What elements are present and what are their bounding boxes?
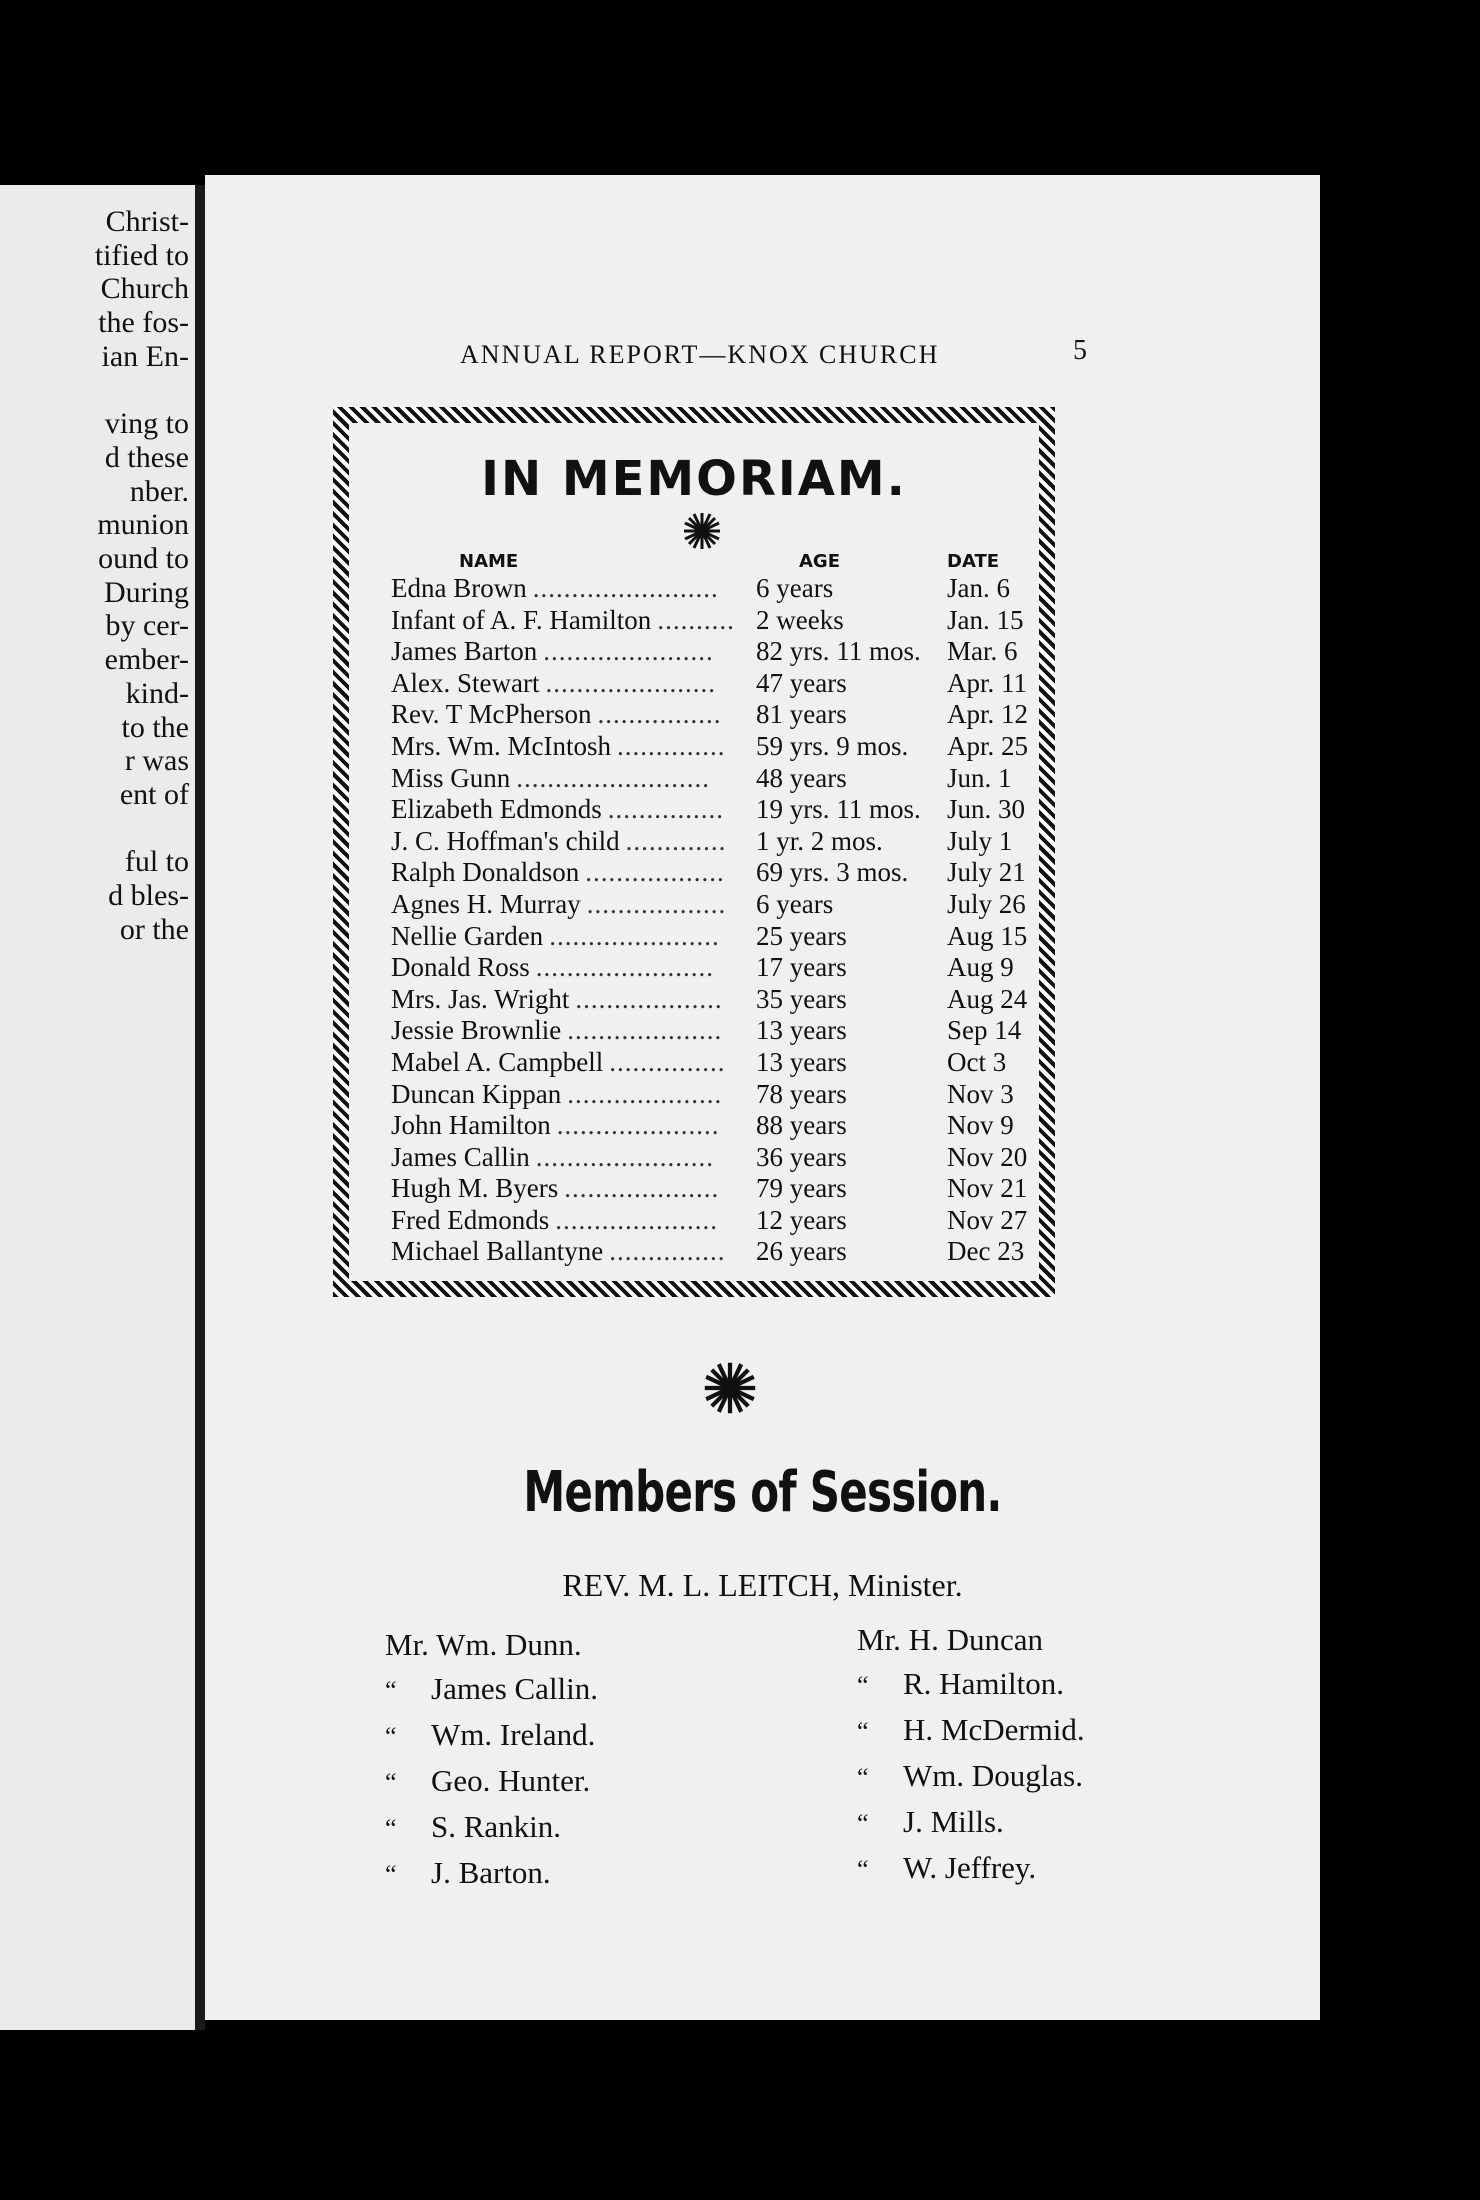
entry-date: Nov 9 [947,1110,1014,1141]
ditto-mark: “ [385,1722,397,1751]
leader-dots: .......... [657,604,735,635]
entry-name: Fred Edmonds [391,1204,550,1235]
left-page-text-fragment: r was [124,744,189,778]
entry-date: July 26 [947,888,1026,919]
entry-date: Jan. 6 [947,573,1010,603]
member-name: Wm. Ireland. [431,1717,596,1752]
leader-dots: .................... [567,1015,723,1046]
entry-age: 26 years [756,1236,847,1267]
leader-dots: ....................... [535,952,715,983]
left-page-text-fragment: munion [97,508,189,542]
entry-age: 79 years [756,1173,847,1204]
entry-name: J. C. Hoffman's child [391,825,620,856]
entry-name: Edna Brown [391,573,527,603]
memoriam-title: IN MEMORIAM. [481,451,907,507]
left-page-text-fragment: nber. [129,474,189,508]
entry-date: Nov 27 [947,1204,1028,1235]
session-member [385,1851,598,1897]
entry-name: Miss Gunn [391,762,511,793]
memoriam-entry [391,573,1041,605]
entry-age: 25 years [756,920,847,951]
entry-name: Duncan Kippan [391,1078,562,1109]
leader-dots: .................. [585,857,725,888]
entry-date: Aug 24 [947,983,1028,1014]
leader-dots: ......................... [516,762,711,793]
entry-age: 81 years [756,699,847,730]
session-member [385,1713,598,1759]
entry-name: Jessie Brownlie [391,1015,562,1046]
memoriam-entry [391,668,1041,700]
session-member [857,1754,1085,1800]
leader-dots: ............... [607,794,724,825]
left-page-text-fragment: Christ- [105,205,189,238]
leader-dots: .................... [567,1078,723,1109]
entry-age: 59 yrs. 9 mos. [756,730,909,761]
member-name: James Callin. [431,1671,599,1706]
leader-dots: ........................ [532,573,719,603]
column-header-age: AGE [799,551,841,572]
left-page-text-fragment: ound to [98,542,189,575]
session-members-left [385,1623,598,1897]
left-page-text-fragment: ving to [104,407,189,441]
session-member [385,1667,598,1713]
member-name: Wm. Douglas. [903,1758,1083,1793]
session-member [857,1846,1085,1892]
entry-age: 78 years [756,1078,847,1109]
entry-age: 12 years [756,1204,847,1235]
ditto-mark: “ [857,1855,869,1884]
left-page-text-fragment: or the [119,912,189,946]
member-name: R. Hamilton. [903,1666,1065,1701]
left-page-text-fragment: by cer- [105,609,189,643]
entry-age: 69 yrs. 3 mos. [756,857,909,888]
member-name: Mr. H. Duncan [857,1622,1043,1657]
session-title: Members of Session. [523,1460,1002,1525]
member-name: J. Barton. [431,1855,551,1890]
leader-dots: ...................... [543,636,714,667]
memoriam-list [391,573,1041,1268]
leader-dots: ..................... [556,1110,720,1141]
member-name: H. McDermid. [903,1712,1085,1747]
left-page-text-fragment: ent of [119,777,189,811]
entry-date: Jan. 15 [947,604,1024,635]
entry-name: Agnes H. Murray [391,888,581,919]
session-member [385,1759,598,1805]
leader-dots: .................. [586,888,727,919]
book-gutter [195,185,205,2030]
right-page [205,175,1320,2020]
leader-dots: ....................... [535,1141,714,1172]
entry-name: James Callin [391,1141,530,1172]
entry-age: 47 years [756,667,847,698]
entry-age: 6 years [756,573,834,603]
memoriam-entry [391,1205,1041,1237]
entry-date: Jun. 30 [947,794,1026,825]
memoriam-entry [391,605,1041,637]
memoriam-entry [391,731,1041,763]
leader-dots: ............... [609,1236,726,1267]
entry-name: Hugh M. Byers [391,1173,559,1204]
left-page-text-fragment: Church [100,272,189,306]
entry-date: Dec 23 [947,1236,1025,1267]
entry-age: 48 years [756,762,847,793]
entry-age: 1 yr. 2 mos. [756,825,883,856]
entry-name: Mrs. Jas. Wright [391,983,570,1014]
entry-name: Nellie Garden [391,920,544,951]
entry-age: 13 years [756,1046,847,1077]
memoriam-entry [391,636,1041,668]
leader-dots: ...................... [545,667,716,698]
entry-date: July 21 [947,857,1026,888]
ditto-mark: “ [857,1717,869,1746]
entry-date: Aug 15 [947,920,1028,951]
member-name: S. Rankin. [431,1809,562,1844]
entry-name: Elizabeth Edmonds [391,794,602,825]
entry-date: Sep 14 [947,1015,1022,1046]
memoriam-entry [391,1173,1041,1205]
asterisk-flower-icon [682,511,722,551]
entry-date: Apr. 12 [947,699,1028,730]
session-member [385,1805,598,1851]
left-page-text-fragment: kind- [125,676,189,710]
session-member [857,1708,1085,1754]
left-page-text-fragment: During [104,575,189,609]
session-members-right [857,1618,1085,1892]
entry-date: Nov 21 [947,1173,1028,1204]
entry-date: Oct 3 [947,1046,1007,1077]
memoriam-entry [391,952,1041,984]
left-page-text-fragment: ful to [124,845,189,879]
ditto-mark: “ [385,1860,397,1889]
minister-line: REV. M. L. LEITCH, Minister. [562,1567,963,1603]
entry-age: 2 weeks [756,604,844,635]
member-name: Geo. Hunter. [431,1763,591,1798]
left-page-text-fragment: tified to [94,238,189,272]
memoriam-entry [391,1047,1041,1079]
column-header-name: NAME [459,551,519,572]
memoriam-entry [391,826,1041,858]
entry-date: Mar. 6 [947,636,1018,667]
entry-name: Ralph Donaldson [391,857,580,888]
member-name: W. Jeffrey. [903,1850,1037,1885]
entry-age: 35 years [756,983,847,1014]
memoriam-entry [391,699,1041,731]
entry-name: James Barton [391,636,538,667]
entry-age: 82 yrs. 11 mos. [756,636,921,667]
leader-dots: ................ [597,699,722,730]
left-page-text-fragment: ian En- [101,339,189,373]
leader-dots: .............. [617,730,726,761]
left-page-text-fragment: ember- [104,643,189,677]
memoriam-entry [391,794,1041,826]
memoriam-entry [391,1142,1041,1174]
ditto-mark: “ [385,1768,397,1797]
entry-age: 36 years [756,1141,847,1172]
leader-dots: ............... [609,1046,726,1077]
running-header: ANNUAL REPORT—KNOX CHURCH [460,340,940,369]
memoriam-entry [391,889,1041,921]
entry-date: Jun. 1 [947,762,1012,793]
member-name: J. Mills. [903,1804,1004,1839]
memoriam-entry [391,984,1041,1016]
entry-name: Rev. T McPherson [391,699,592,730]
memoriam-entry [391,763,1041,795]
entry-name: Mabel A. Campbell [391,1046,604,1077]
entry-date: Nov 20 [947,1141,1028,1172]
session-member [857,1800,1085,1846]
memoriam-entry [391,1079,1041,1111]
column-header-date: DATE [947,551,1000,572]
leader-dots: ................... [575,983,723,1014]
entry-age: 13 years [756,1015,847,1046]
entry-date: Nov 3 [947,1078,1014,1109]
memoriam-entry [391,1236,1041,1268]
in-memoriam-box [333,407,1055,1297]
memoriam-entry [391,857,1041,889]
memoriam-entry [391,1110,1041,1142]
entry-name: Infant of A. F. Hamilton [391,604,652,635]
ditto-mark: “ [857,1763,869,1792]
left-page-text-fragment: d these [104,440,189,474]
left-page-text-fragment: d bles- [108,879,189,912]
entry-name: Michael Ballantyne [391,1236,604,1267]
entry-date: Aug 9 [947,952,1014,983]
left-page-fragment [0,185,195,2030]
asterisk-flower-icon [702,1360,758,1416]
session-member [385,1623,598,1667]
leader-dots: ...................... [549,920,720,951]
left-page-text-fragment: the fos- [98,306,189,340]
left-page-text-fragment: to the [121,710,189,744]
entry-age: 88 years [756,1110,847,1141]
entry-name: Donald Ross [391,952,530,983]
entry-name: Mrs. Wm. McIntosh [391,730,611,761]
ditto-mark: “ [385,1814,397,1843]
entry-date: Apr. 25 [947,730,1028,761]
page-number: 5 [1073,335,1087,366]
ditto-mark: “ [857,1809,869,1838]
session-member [857,1662,1085,1708]
entry-name: John Hamilton [391,1110,551,1141]
ditto-mark: “ [385,1676,397,1705]
entry-date: July 1 [947,825,1013,856]
entry-age: 17 years [756,952,847,983]
entry-age: 6 years [756,888,834,919]
memoriam-entry [391,921,1041,953]
session-member [857,1618,1085,1662]
member-name: Mr. Wm. Dunn. [385,1627,582,1662]
ditto-mark: “ [857,1671,869,1700]
leader-dots: ..................... [555,1204,718,1235]
leader-dots: ............. [625,825,727,856]
entry-age: 19 yrs. 11 mos. [756,794,921,825]
leader-dots: .................... [564,1173,720,1204]
entry-date: Apr. 11 [947,667,1027,698]
memoriam-entry [391,1015,1041,1047]
entry-name: Alex. Stewart [391,667,540,698]
